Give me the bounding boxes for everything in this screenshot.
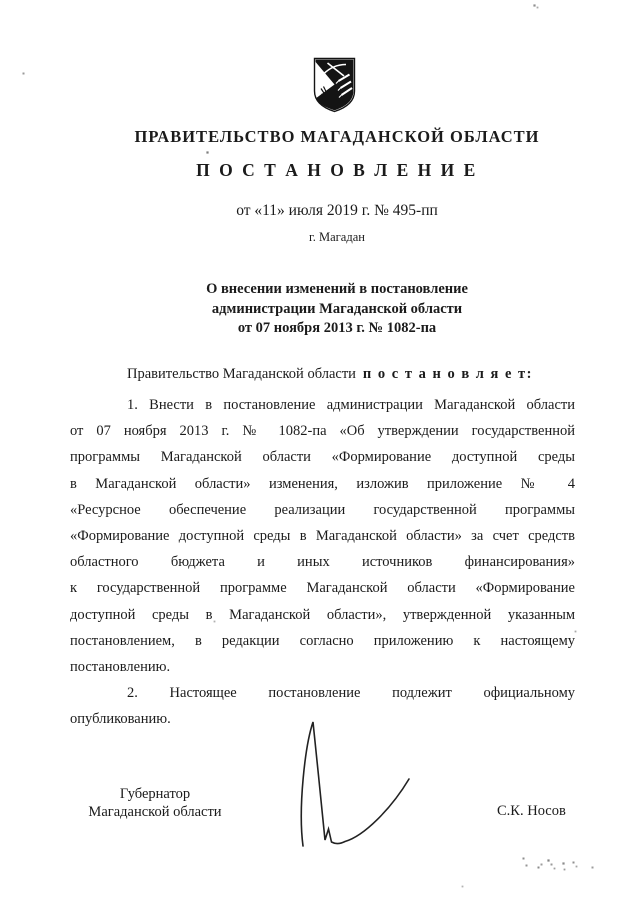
body-line: 1. Внести в постановление администрации Магаданской области [127, 397, 575, 413]
body-line: постановлению. [70, 659, 171, 676]
signature-name: С.К. Носов [497, 803, 566, 819]
body-line: «Формирование доступной среды в Магаданской области» за счет средств [70, 528, 575, 545]
title-line: от 07 ноября 2013 г. № 1082-па [237, 320, 437, 336]
body-line: постановлением, в редакции согласно приложению к настоящему [70, 632, 575, 649]
handwritten-signature [292, 712, 417, 852]
issuing-authority: ПРАВИТЕЛЬСТВО МАГАДАНСКОЙ ОБЛАСТИ [134, 127, 540, 146]
place-line: г. Магадан [309, 230, 365, 244]
body-line: областного бюджета и иных источников финансирования» [70, 554, 575, 571]
title-line: О внесении изменений в постановление [206, 281, 468, 297]
document-type-title: П О С Т А Н О В Л Е Н И Е [196, 160, 478, 180]
signature-post-line: Губернатор [119, 786, 191, 802]
body-line: к государственной программе Магаданской области «Формирование [70, 580, 575, 597]
preamble-lead: Правительство Магаданской области [127, 366, 356, 382]
scan-noise [0, 0, 1, 1]
signature-post [75, 786, 235, 821]
body-line: 2. Настоящее постановление подлежит официальному [127, 685, 575, 702]
body-line: программы Магаданской области «Формирование доступной среды [70, 449, 575, 466]
date-and-number-line: от «11» июля 2019 г. № 495-пп [236, 202, 438, 219]
body-line: в Магаданской области» изменения, изложив приложение № 4 [70, 475, 575, 492]
body-text [70, 392, 575, 733]
magadan-coat-of-arms-icon [311, 56, 358, 113]
preamble [70, 366, 575, 383]
body-line: «Ресурсное обеспечение реализации государственной программы [70, 501, 575, 518]
signature-post-line: Магаданской области [88, 803, 222, 820]
body-line: доступной среды в Магаданской области», утвержденной указанным [70, 606, 575, 623]
body-line: опубликованию. [70, 711, 171, 728]
preamble-verb: п о с т а н о в л я е т: [362, 366, 534, 382]
title-heading [37, 280, 637, 339]
title-line: администрации Магаданской области [211, 300, 463, 317]
body-line: от 07 ноября 2013 г. № 1082-па «Об утверждении государственной [70, 423, 575, 440]
